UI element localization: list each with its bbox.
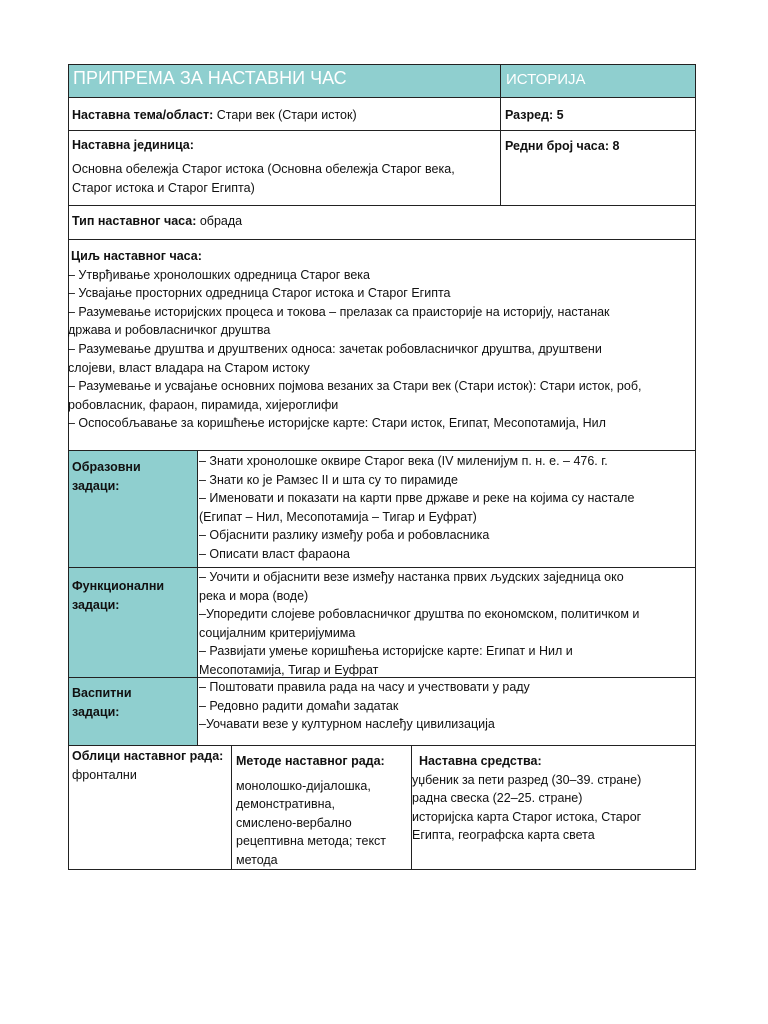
functional-task: – Развијати умење коришћења историјске карте: Египат и Нил и xyxy=(199,644,573,659)
educational-label xyxy=(72,458,141,495)
functional-task: Месопотамија, Тигар и Еуфрат xyxy=(199,662,379,676)
methods-section xyxy=(236,752,386,870)
upbringing-label xyxy=(72,684,132,721)
lesson-number-label: Редни број часа: xyxy=(505,139,609,153)
upbringing-task: – Редовно радити домаћи задатак xyxy=(199,698,399,713)
upbringing-label-line: Васпитни xyxy=(72,686,132,700)
lesson-number-value: 8 xyxy=(609,139,620,153)
methods-label: Методе наставног рада: xyxy=(236,754,385,768)
functional-label xyxy=(72,577,164,614)
upbringing-label-line: задаци: xyxy=(72,704,120,719)
forms-label: Облици наставног рада: xyxy=(72,749,224,763)
goal-line: – Усвајање просторних одредница Старог истока и Старог Египта xyxy=(68,286,451,301)
functional-label-line: Функционални xyxy=(72,579,165,593)
method-item: рецептивна метода; текст xyxy=(236,834,387,849)
goal-section xyxy=(68,247,695,433)
forms-value: фронтални xyxy=(72,767,137,782)
resources-label: Наставна средства: xyxy=(412,754,542,768)
educational-task: (Египат – Нил, Месопотамија – Тигар и Еуфрат) xyxy=(199,509,477,524)
upbringing-tasks xyxy=(199,678,530,734)
method-item: демонстративна, xyxy=(236,797,335,812)
educational-task: – Објаснити разлику између роба и робовласника xyxy=(199,528,490,543)
grade-field xyxy=(505,106,564,125)
resource-item: уџбеник за пети разред (30–39. стране) xyxy=(412,772,642,787)
goal-line: слојеви, власт владара на Старом истоку xyxy=(68,360,310,375)
educational-task: – Знати ко је Рамзес II и шта су то пирамиде xyxy=(199,472,458,487)
lesson-type-label: Тип наставног часа: xyxy=(72,214,197,228)
forms-section xyxy=(72,747,223,784)
educational-label-line: задаци: xyxy=(72,478,120,493)
goal-line: – Разумевање и усвајање основних појмова везаних за Стари век (Стари исток): Стари исток, роб, xyxy=(68,379,642,394)
unit-text xyxy=(72,160,455,197)
lesson-number-field xyxy=(505,137,619,156)
grade-label: Разред: xyxy=(505,108,554,122)
page-title: ПРИПРЕМА ЗА НАСТАВНИ ЧАС xyxy=(73,68,347,88)
topic-value: Стари век (Стари исток) xyxy=(213,108,357,122)
educational-task: – Именовати и показати на карти прве државе и реке на којима су настале xyxy=(199,491,635,506)
grade-value: 5 xyxy=(553,108,564,122)
subject-name: ИСТОРИЈА xyxy=(506,71,586,88)
method-item: смислено-вербално xyxy=(236,815,352,830)
educational-task: – Знати хронолошке оквире Старог века (IV миленијум п. н. е. – 476. г. xyxy=(199,454,608,468)
goal-line: робовласник, фараон, пирамида, хијероглифи xyxy=(68,397,339,412)
unit-line: Основна обележја Старог истока (Основна обележја Старог века, xyxy=(72,162,455,176)
topic-field xyxy=(72,106,357,125)
goal-line: – Разумевање историјских процеса и токова – прелазак са праисторије на историју, настанак xyxy=(68,304,610,319)
functional-task: социјалним критеријумима xyxy=(199,625,356,640)
unit-label: Наставна јединица: xyxy=(72,138,194,152)
goal-line: – Разумевање друштва и друштвених односа: зачетак робовласничког друштва, друштвени xyxy=(68,341,602,356)
resource-item: историјска карта Старог истока, Старог xyxy=(412,809,642,824)
method-item: метода xyxy=(236,852,278,867)
goal-line: – Утврђивање хронолошких одредница Старог века xyxy=(68,267,370,282)
functional-label-line: задаци: xyxy=(72,597,120,612)
resource-item: радна свеска (22–25. стране) xyxy=(412,791,583,806)
goal-line: – Оспособљавање за коришћење историјске карте: Стари исток, Египат, Месопотамија, Нил xyxy=(68,416,606,431)
functional-tasks xyxy=(199,568,639,676)
functional-task: – Уочити и објаснити везе између настанка првих људских заједница око xyxy=(199,570,624,584)
lesson-type-value: обрада xyxy=(196,214,243,228)
resources-section xyxy=(412,752,641,845)
topic-label: Наставна тема/област: xyxy=(72,108,214,122)
upbringing-task: – Поштовати правила рада на часу и учествовати у раду xyxy=(199,680,530,694)
educational-label-line: Образовни xyxy=(72,460,141,474)
educational-task: – Описати власт фараона xyxy=(199,546,351,561)
functional-task: –Упоредити слојеве робовласничког друштва по економском, политичком и xyxy=(199,607,640,622)
functional-task: река и мора (воде) xyxy=(199,588,309,603)
upbringing-task: –Уочавати везе у културном наслеђу цивилизација xyxy=(199,717,495,732)
method-item: монолошко-дијалошка, xyxy=(236,778,371,793)
unit-line: Старог истока и Старог Египта) xyxy=(72,180,255,195)
lesson-type-field xyxy=(72,212,242,231)
goal-line: држава и робовласничког друштва xyxy=(68,323,271,338)
goal-label: Циљ наставног часа: xyxy=(71,249,202,263)
resource-item: Египта, географска карта света xyxy=(412,828,595,843)
educational-tasks xyxy=(199,452,634,564)
